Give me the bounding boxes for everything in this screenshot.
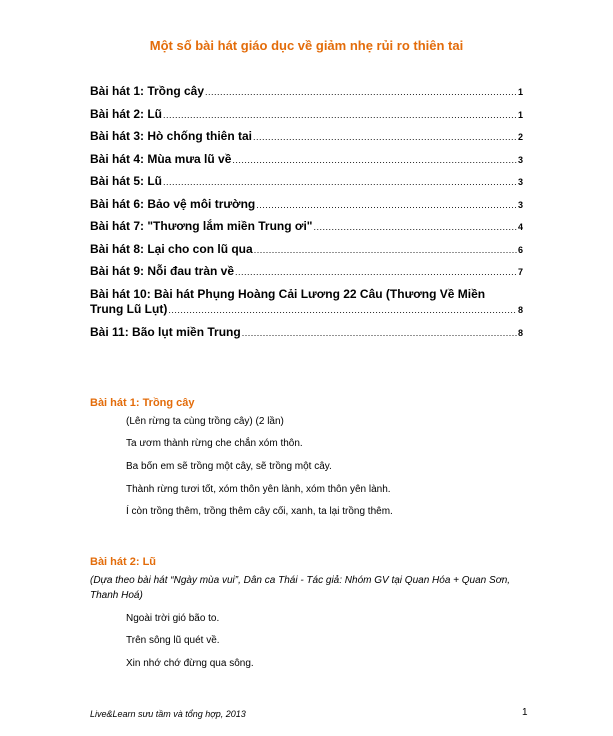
toc-leader-dots	[253, 130, 517, 144]
footer-credit: Live&Learn sưu tầm và tổng hợp, 2013	[90, 709, 246, 719]
toc-entry-label: Bài hát 4: Mùa mưa lũ về	[90, 151, 232, 166]
toc-entry[interactable]	[90, 325, 523, 348]
lyric-line: Xin nhớ chớ đừng qua sông.	[126, 658, 254, 669]
toc-entry[interactable]	[90, 219, 523, 242]
toc-entry-page: 2	[517, 132, 523, 142]
toc-entry-label: Bài hát 9: Nỗi đau tràn về	[90, 264, 235, 278]
toc-entry-page: 7	[517, 267, 523, 277]
lyric-line: Ngoài trời gió bão to.	[126, 613, 220, 624]
toc-leader-dots	[256, 198, 517, 212]
toc-leader-dots	[168, 303, 517, 318]
toc-leader-dots	[313, 220, 517, 234]
lyric-line: Í còn trồng thêm, trồng thêm cây cối, xanh, ta lại trồng thêm.	[126, 506, 393, 517]
page-number: 1	[522, 707, 528, 718]
toc-entry-label: Bài hát 2: Lũ	[90, 106, 163, 121]
lyric-line: Ba bốn em sẽ trồng một cây, sẽ trồng một cây.	[126, 461, 332, 472]
toc-entry[interactable]	[90, 84, 523, 107]
toc-entry-label: Bài hát 5: Lũ	[90, 174, 163, 188]
toc-entry-page: 3	[517, 154, 523, 165]
toc-entry-label: Bài hát 3: Hò chống thiên tai	[90, 129, 253, 143]
toc-entry[interactable]	[90, 174, 523, 197]
song-heading: Bài hát 2: Lũ	[90, 556, 157, 568]
toc-entry-page: 6	[517, 244, 523, 255]
toc-entry-label: Bài hát 7: "Thương lắm miền Trung ơi"	[90, 219, 313, 233]
toc-entry[interactable]	[90, 107, 523, 130]
toc-leader-dots	[205, 85, 517, 99]
toc-entry-label: Bài hát 6: Bảo vệ môi trường	[90, 196, 256, 211]
lyric-line: Ta ươm thành rừng che chắn xóm thôn.	[126, 438, 303, 449]
toc-entry[interactable]	[90, 242, 523, 265]
toc-leader-dots	[232, 153, 517, 167]
toc-entry[interactable]	[90, 287, 523, 325]
toc-entry-label: Bài hát 8: Lại cho con lũ qua	[90, 241, 253, 256]
toc-entry[interactable]	[90, 197, 523, 220]
toc-entry-page: 1	[517, 109, 523, 120]
toc-leader-dots	[242, 326, 517, 340]
table-of-contents	[90, 84, 523, 347]
lyric-line: Thành rừng tươi tốt, xóm thôn yên lành, xóm thôn yên lành.	[126, 484, 391, 495]
toc-entry[interactable]	[90, 264, 523, 287]
toc-entry-page: 8	[517, 327, 523, 338]
toc-entry[interactable]	[90, 152, 523, 175]
toc-leader-dots	[163, 108, 517, 122]
toc-entry-page: 3	[517, 177, 523, 187]
toc-leader-dots	[254, 243, 517, 257]
toc-entry-label-continued: Trung Lũ Lụt)	[90, 301, 168, 316]
toc-leader-dots	[235, 265, 517, 279]
toc-entry-page: 3	[517, 199, 523, 210]
toc-entry-label: Bài hát 10: Bài hát Phụng Hoàng Cải Lương 22 Câu (Thương Về Miền	[90, 286, 486, 301]
song-heading: Bài hát 1: Trồng cây	[90, 397, 195, 409]
toc-entry-page: 4	[517, 222, 523, 232]
toc-entry-label: Bài hát 1: Trồng cây	[90, 84, 205, 98]
lyric-line: Trên sông lũ quét về.	[126, 635, 220, 646]
lyric-line: (Lên rừng ta cùng trồng cây) (2 lần)	[126, 416, 284, 427]
toc-entry-page: 8	[517, 304, 523, 315]
toc-entry[interactable]	[90, 129, 523, 152]
song-source-note: (Dựa theo bài hát “Ngày mùa vui”, Dân ca Thái - Tác giả: Nhóm GV tại Quan Hóa + Quan Sơn, Thanh Hoá)	[90, 575, 511, 601]
toc-leader-dots	[163, 175, 517, 189]
document-title: Một số bài hát giáo dục về giảm nhẹ rủi ro thiên tai	[149, 38, 464, 53]
toc-entry-label: Bài 11: Bão lụt miền Trung	[90, 324, 241, 339]
toc-entry-page: 1	[517, 87, 523, 97]
